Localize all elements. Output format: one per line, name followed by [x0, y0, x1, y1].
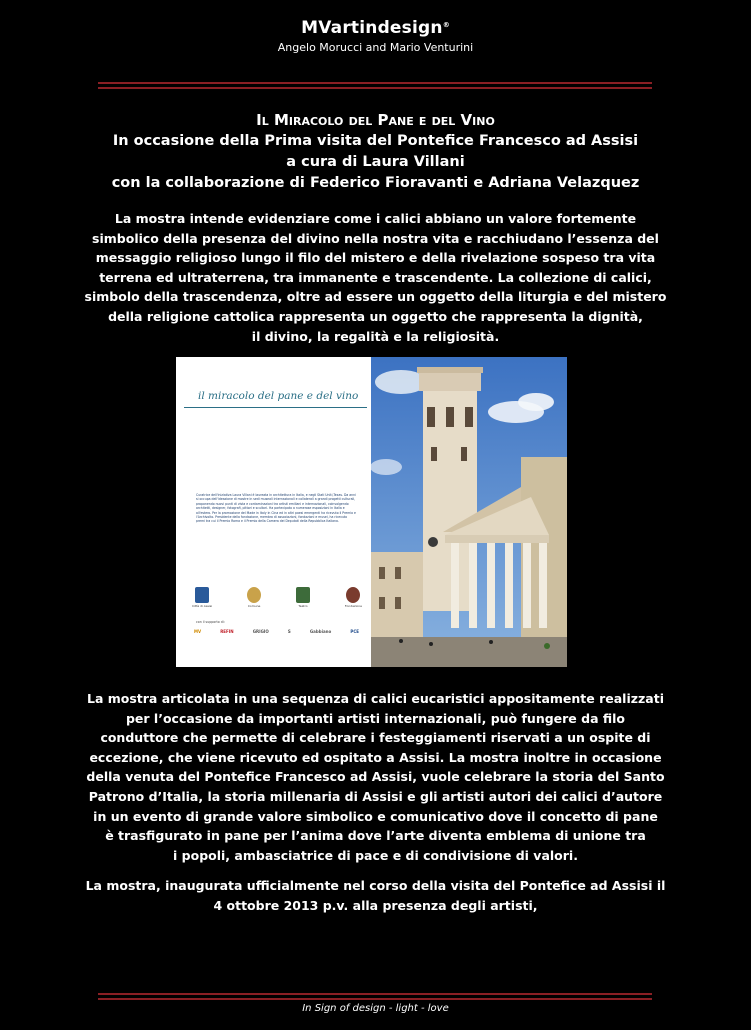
sponsor-logo: REFIN: [220, 629, 234, 634]
authors: Angelo Morucci and Mario Venturini: [277, 41, 474, 54]
text-line: messaggio religioso lungo il filo del mistero e della rivelazione sospeso tra vita: [95, 250, 656, 266]
inauguration-paragraph: [0, 876, 751, 915]
assisi-tower-temple-image: [371, 357, 567, 667]
logo-comune: Comune: [247, 587, 261, 608]
intro-paragraph: [0, 209, 751, 346]
text-line: simbolico della presenza del divino nella nostra vita e racchiudano l’essenza del: [92, 230, 659, 246]
text-line: il divino, la regalità e la religiosità.: [251, 328, 500, 344]
logo-fondazione: Fondazione: [345, 587, 362, 608]
title-block: [0, 110, 751, 194]
sponsor-logo: S: [287, 629, 291, 634]
logo-teatro: Teatro: [296, 587, 310, 608]
text-line: La mostra articolata in una sequenza di calici eucaristici appositamente realizzati: [86, 691, 664, 706]
title-line-visit: In occasione della Prima visita del Pontefice Francesco ad Assisi: [112, 133, 639, 149]
text-line: 4 ottobre 2013 p.v. alla presenza degli artisti,: [213, 897, 538, 913]
exhibition-poster: [176, 357, 567, 667]
exhibition-title: Il Miracolo del Pane e del Vino: [256, 111, 495, 129]
poster-title-underline: [184, 407, 367, 408]
text-line: in un evento di grande valore simbolico e comunicativo dove il concetto di pane: [93, 808, 658, 824]
text-line: della venuta del Pontefice Francesco ad Assisi, vuole celebrare la storia del Santo: [86, 769, 665, 785]
text-line: La mostra intende evidenziare come i calici abbiano un valore fortemente: [114, 211, 637, 226]
poster-title: il miracolo del pane e del vino: [198, 390, 359, 402]
registered-mark: ®: [442, 21, 450, 29]
page-header: [0, 18, 751, 54]
text-line: Patrono d’Italia, la storia millenaria di Assisi e gli artisti autori dei calici d’autore: [88, 788, 663, 804]
text-line: La mostra, inaugurata ufficialmente nel corso della visita del Pontefice ad Assisi il: [85, 878, 666, 893]
logo-assisi: Città di Assisi: [192, 587, 212, 608]
text-line: terrena ed ultraterrena, tra immanente e trascendente. La collezione di calici,: [99, 269, 652, 285]
text-line: per l’occasione da importanti artisti internazionali, può fungere da filo: [125, 710, 626, 726]
text-line: simbolo della trascendenza, oltre ad essere un oggetto della liturgia e del mistero: [84, 289, 667, 305]
bottom-divider: [98, 993, 652, 1000]
text-line: della religione cattolica rappresenta un oggetto che rappresenta la dignità,: [108, 308, 643, 324]
description-paragraph: [0, 689, 751, 865]
sponsor-logos: [194, 629, 359, 634]
text-line: eccezione, che viene ricevuto ed ospitato a Assisi. La mostra inoltre in occasione: [89, 749, 662, 765]
sponsor-logo: Gabbiano: [309, 629, 332, 634]
top-divider: [98, 82, 652, 89]
footer-tagline: In Sign of design - light - love: [302, 1003, 449, 1014]
poster-text-panel: [176, 357, 371, 667]
title-line-collaboration: con la collaborazione di Federico Fioravanti e Adriana Velazquez: [111, 175, 640, 191]
patron-logos: [192, 587, 362, 608]
assisi-photo: [371, 357, 567, 667]
sponsor-logo: PCE: [350, 629, 359, 634]
text-line: è trasfigurato in pane per l’anima dove l’arte diventa emblema di unione tra: [105, 828, 646, 844]
text-line: conduttore che permette di celebrare i festeggiamenti riservati a un ospite di: [100, 730, 651, 746]
sponsor-logo: GRIGIO: [252, 629, 269, 634]
brand-name: MVartindesign®: [301, 18, 450, 38]
title-line-curator: a cura di Laura Villani: [286, 154, 465, 170]
text-line: i popoli, ambasciatrice di pace e di condivisione di valori.: [173, 847, 578, 863]
support-label: con il supporto di:: [196, 620, 225, 624]
poster-body-text: Curatrice dell'iniziativa Laura Villani è laureata in architettura in Italia, e negli Stati Uniti,Texas. Da anni si occupa dell'ideazione di mostre in sedi museali internazionali e collaterali a grandi progetti culturali, proponendo nuovi punti di vista e contaminazioni tra artisti emiliani e internazionali, coinvolgendo architetti, designer, fotografi, pittori e scultori. Ha partecipato a numerose esposizioni in Italia e all'estero. Per la promozione del Made in Italy in Cina ed in altri paesi emergenti ha ricevuto il Premio e l'Archivolto. Presidente della fondazione, membro di associazioni, fondazioni e musei, ha ricevuto premi tra cui il Premio Roma e il Premio della Camera dei Deputati della Repubblica Italiana.: [196, 493, 356, 524]
sponsor-logo: MV: [194, 629, 202, 634]
